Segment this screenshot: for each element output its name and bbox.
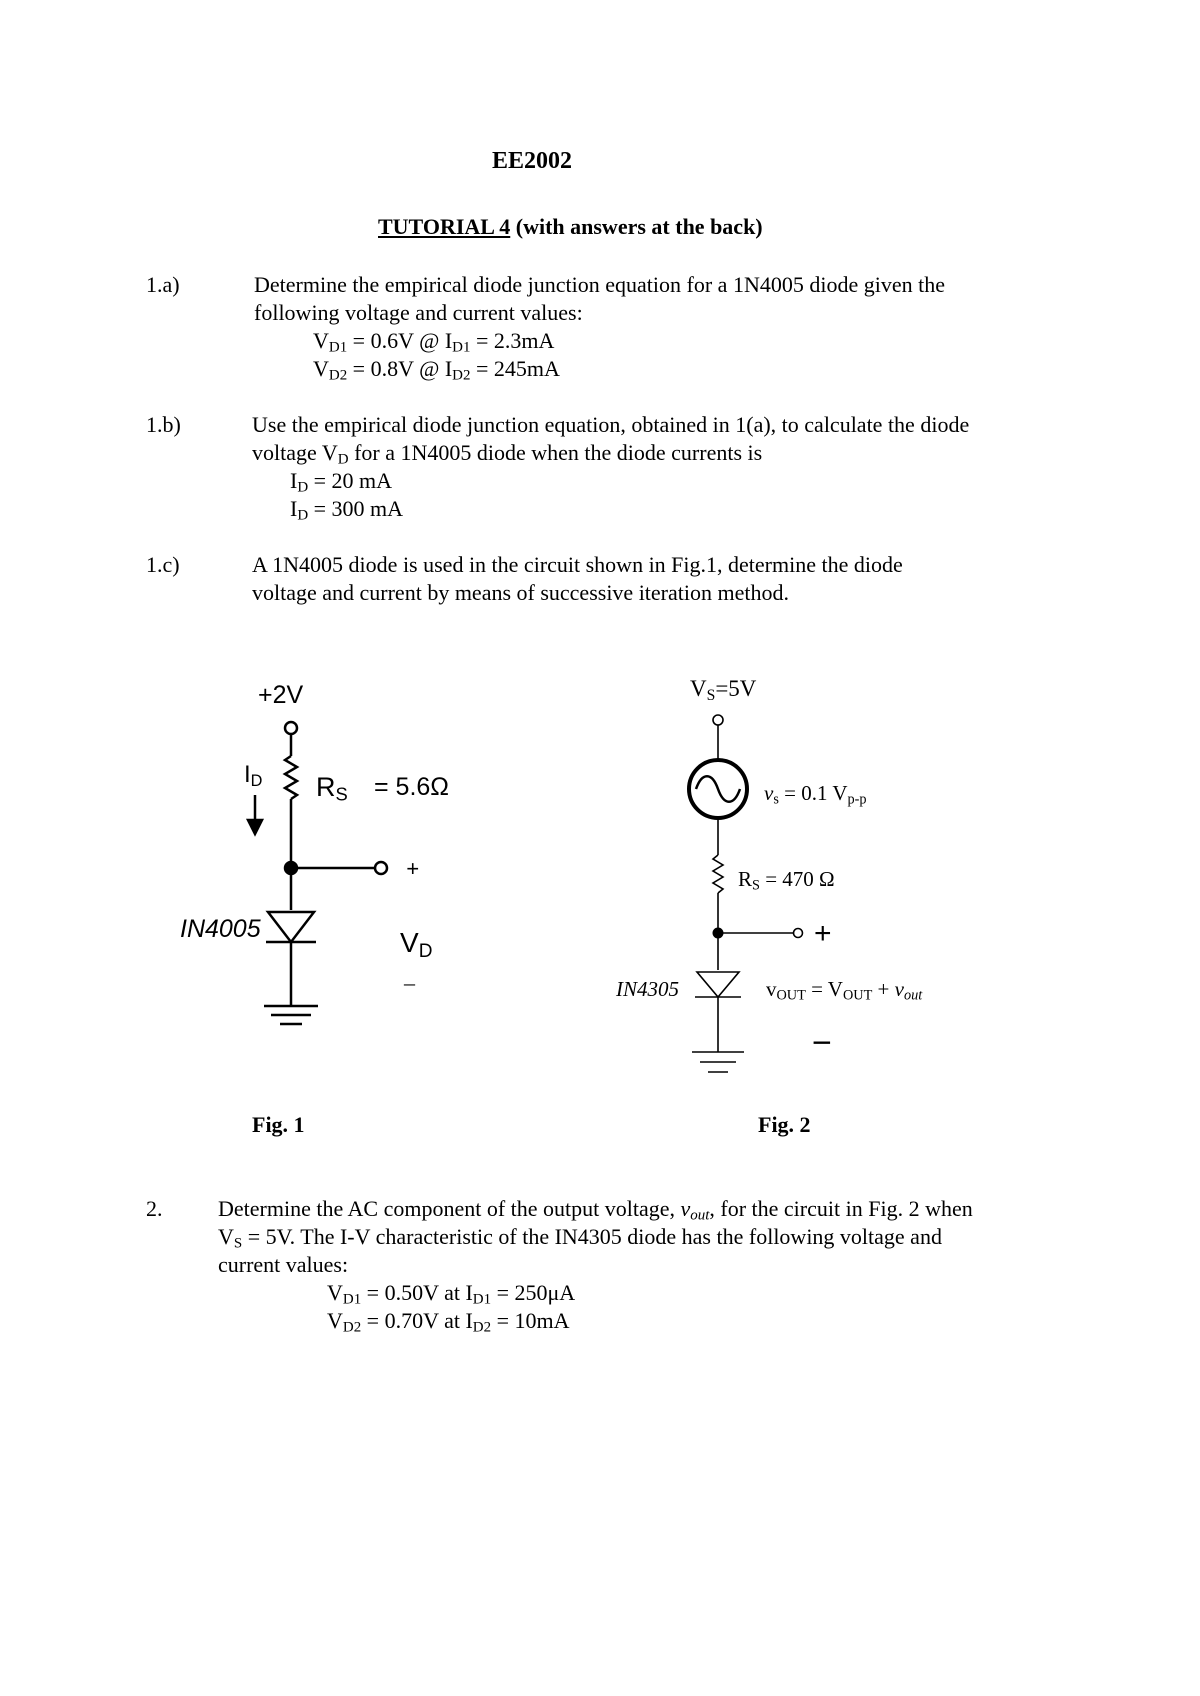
q2-line2: $V_S = 5V$. The I-V characteristic of the IN4305 diode has the following voltage and xyxy=(218,1224,942,1252)
fig1-resistor-value: = 5.6Ω xyxy=(374,773,449,801)
fig2-minus: − xyxy=(812,1024,832,1062)
fig1-supply-label: +2V xyxy=(258,681,304,709)
fig2-ground xyxy=(692,1052,744,1072)
q1c-line1: A 1N4005 diode is used in the circuit shown in Fig.1, determine the diode xyxy=(252,552,903,577)
fig1-diode-label: IN4005 xyxy=(180,915,261,943)
fig1-ground xyxy=(264,1006,318,1024)
q2-number: 2. xyxy=(146,1196,163,1221)
fig2-resistor-label: $R_S = 470$ Ω xyxy=(738,867,835,894)
q1a-line2: following voltage and current values: xyxy=(254,300,583,325)
fig1-plus: + xyxy=(406,856,419,881)
fig2-plus: + xyxy=(814,917,832,950)
fig2-supply-label: $V_S=5V$ xyxy=(690,676,757,704)
fig2-diode xyxy=(697,972,739,997)
course-code: EE2002 xyxy=(492,148,573,174)
fig2-source-label: $v_s = 0.1$ $V_{p-p}$ xyxy=(764,781,867,808)
q1c-number: 1.c) xyxy=(146,552,180,577)
fig1-minus: – xyxy=(404,970,415,995)
q1a-number: 1.a) xyxy=(146,272,180,297)
fig1-resistor xyxy=(285,756,297,799)
q2-value2: $V_{D2} = 0.70V$ at $I_{D2} = 10mA$ xyxy=(327,1308,570,1336)
fig1-caption: Fig. 1 xyxy=(252,1112,305,1137)
fig2-resistor xyxy=(713,855,723,893)
fig2-output-terminal xyxy=(794,929,803,938)
fig1-diode xyxy=(268,912,314,942)
fig1-resistor-label: $R_S$ xyxy=(316,772,348,805)
fig1-supply-terminal xyxy=(285,722,297,734)
q1b-line2: voltage $V_D$ for a 1N4005 diode when the diode currents is xyxy=(252,440,763,468)
fig1-circuit xyxy=(248,722,387,1024)
q1a-line1: Determine the empirical diode junction equation for a 1N4005 diode given the xyxy=(254,272,945,297)
fig1-output-terminal xyxy=(375,862,387,874)
fig2-supply-terminal xyxy=(713,715,723,725)
tutorial-subtitle: (with answers at the back) xyxy=(510,214,763,239)
q1b-line1: Use the empirical diode junction equation, obtained in 1(a), to calculate the diode xyxy=(252,412,970,437)
q2-line3: current values: xyxy=(218,1252,349,1277)
fig2-diode-label: IN4305 xyxy=(616,977,679,1001)
tutorial-title: TUTORIAL 4 xyxy=(378,214,511,239)
q1a-value2: $V_{D2} = 0.8V$ @ $I_{D2} = 245mA$ xyxy=(313,356,560,384)
q1b-current2: $I_D = 300$ mA xyxy=(290,496,404,524)
fig2-caption: Fig. 2 xyxy=(758,1112,811,1137)
q2-line1: Determine the AC component of the output voltage, $v_{out}$, for the circuit in Fig. 2 when xyxy=(218,1196,973,1224)
q2-value1: $V_{D1} = 0.50V$ at $I_{D1} = 250\mu A$ xyxy=(327,1280,576,1308)
fig1-vd-label: $V_D$ xyxy=(400,927,433,962)
q1c-line2: voltage and current by means of successive iteration method. xyxy=(252,580,789,605)
fig2-circuit xyxy=(689,715,803,1072)
fig1-current-label: $I_D$ xyxy=(244,761,263,791)
fig2-output-label: $v_{OUT} = V_{OUT} + v_{out}$ xyxy=(766,977,923,1004)
q1b-current1: $I_D = 20$ mA xyxy=(290,468,393,496)
q1a-value1: $V_{D1} = 0.6V$ @ $I_{D1} = 2.3mA$ xyxy=(313,328,555,356)
q1b-number: 1.b) xyxy=(146,412,181,437)
